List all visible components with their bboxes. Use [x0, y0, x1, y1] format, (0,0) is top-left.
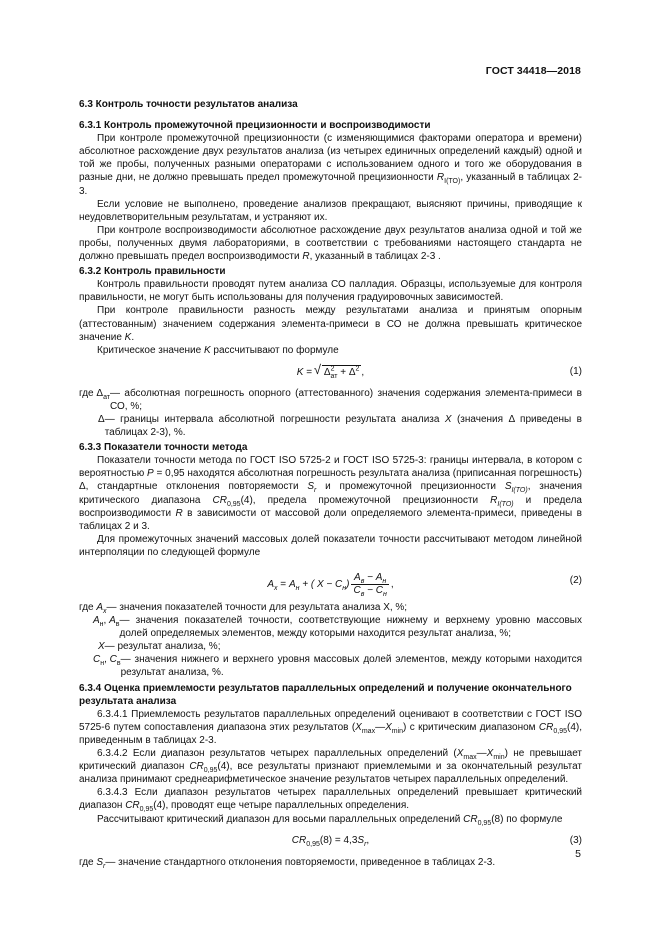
section-6-3-4-title: 6.3.4 Оценка приемлемости результатов параллельных определений и получение окончательного результата анализа [79, 682, 572, 707]
standard-header: ГОСТ 34418—2018 [485, 65, 581, 77]
definition-ax: где $A_x$ — значения показателей точности для результата анализа X, %; [79, 602, 408, 615]
paragraph-reproducibility: При контроле воспроизводимости абсолютное расхождение двух результатов анализа одной и той же пробы, полученных двумя лабораториями, в соответствии с требованиями настоящего стандарта не должно превышать предел воспроизводимости R, указанный в таблицах 2-3 . [79, 224, 582, 263]
definition-x: X — результат анализа, %; [98, 641, 221, 653]
formula-2-number: (2) [569, 575, 582, 586]
paragraph-6-3-4-1: 6.3.4.1 Приемлемость результатов параллельных определений оценивают в соответствии с ГОСТ ISO 5725-6 путем сопоставления диапазона этих результатов $(X_{max}—X_{min})$ с критическим диапазоном $CR_{0,95}(4)$, приведенным в таблицах 2-3. [79, 708, 582, 746]
formula-1-expression: K = √ $\Delta^2_{ат} + \Delta^2$ , [79, 365, 582, 379]
paragraph-condition-failed: Если условие не выполнено, проведение анализов прекращают, выясняют причины, приводящие к неудовлетворительным результатам, и устраняют их. [79, 198, 582, 223]
paragraph-critical-value-intro: Критическое значение K рассчитывают по формуле [97, 344, 339, 356]
paragraph-interpolation: Для промежуточных значений массовых долей показатели точности рассчитывают методом линейной интерполяции по следующей формуле [79, 533, 582, 558]
formula-3 [79, 831, 582, 853]
formula-3-expression: $CR_{0,95}(8) = 4,3S_r$, [291, 834, 370, 848]
paragraph-6-3-4-3: 6.3.4.3 Если диапазон результатов четырех параллельных определений превышает критический диапазон $CR_{0,95}(4)$, проводят еще четыре параллельных определения. [79, 787, 582, 814]
section-6-3-title: 6.3 Контроль точности результатов анализа [79, 99, 298, 110]
formula-3-definition: где $S_r$ — значение стандартного отклонения повторяемости, приведенное в таблицах 2-3. [79, 856, 496, 870]
formula-1-definitions [79, 387, 582, 439]
formula-2 [79, 564, 582, 598]
formula-2-definitions [79, 601, 582, 680]
page-number: 5 [575, 848, 581, 860]
formula-3-number: (3) [569, 834, 582, 846]
formula-1 [79, 362, 582, 384]
definition-cn-cv: $C_н$, $C_в$ — значения нижнего и верхнего уровня массовых долей элементов, между которыми находится результат анализа, %. [93, 654, 582, 679]
paragraph-intermediate-precision: При контроле промежуточной прецизионности (с изменяющимися факторами оператора и времени) абсолютное расхождение двух результатов анализа (из четырех единичных определений каждый) одной и той же пробы, полученных разными операторами с использованием одного и того же оборудования в разные дни, не должно превышать предел промежуточной прецизионности $R_{I(TO)}$, указанный в таблицах 2-3. [79, 133, 582, 197]
definition-delta: Δ — границы интервала абсолютной погрешности результата анализа X (значения Δ приведены в таблицах 2-3), %. [98, 413, 582, 439]
formula-2-expression: $A_x = A_н$ + ( $X - C_н$) $\frac{A_в - A_н}{C_в - C_н}$ , [267, 572, 394, 598]
definition-delta-at: где $\Delta_{ат}$ — абсолютная погрешность опорного (аттестованного) значения содержания элемента-примеси в СО, %; [79, 387, 582, 412]
paragraph-trueness-difference: При контроле правильности разность между результатами анализа и принятым опорным (аттестованным) значением содержания элемента-примеси в СО не должна превышать критическое значение K. [79, 305, 582, 343]
document-body [79, 96, 582, 869]
formula-1-number: (1) [569, 365, 582, 377]
section-6-3-1-title: 6.3.1 Контроль промежуточной прецизионности и воспроизводимости [79, 120, 431, 132]
section-6-3-2-title: 6.3.2 Контроль правильности [79, 266, 226, 278]
paragraph-accuracy-indicators: Показатели точности метода по ГОСТ ISO 5725-2 и ГОСТ ISO 5725-3: границы интервала, в котором с вероятностью P = 0,95 находятся абсолютная погрешность результата анализа (приписанная погрешность) Δ, стандартные отклонения повторяемости $S_r$ и промежуточной прецизионности $S_{I(TO)}$, значения критического диапазона $CR_{0,95}(4)$, предела промежуточной прецизионности $R_{I(TO)}$ и предела воспроизводимости R в зависимости от массовой доли определяемого элемента-примеси, приведены в таблицах 2 и 3. [79, 455, 582, 532]
section-6-3-3-title: 6.3.3 Показатели точности метода [79, 442, 248, 454]
paragraph-trueness-control: Контроль правильности проводят путем анализа СО палладия. Образцы, используемые для контроля правильности, не могут быть использованы для получения градуировочных зависимостей. [79, 279, 582, 304]
paragraph-eight-determinations: Рассчитывают критический диапазон для восьми параллельных определений $CR_{0,95}(8)$ по формуле [97, 813, 563, 827]
definition-an-av: $A_н$, $A_в$ — значения показателей точности, соответствующие нижнему и верхнему уровню массовых долей определяемых элементов, между которыми находится результат анализа, %; [93, 615, 582, 640]
paragraph-6-3-4-2: 6.3.4.2 Если диапазон результатов четырех параллельных определений $(X_{max}—X_{min})$ не превышает критический диапазон $CR_{0,95}(4)$, все результаты признают приемлемыми и за окончательный результат анализа принимают среднеарифметическое значение результатов четырех параллельных определений. [79, 748, 583, 786]
